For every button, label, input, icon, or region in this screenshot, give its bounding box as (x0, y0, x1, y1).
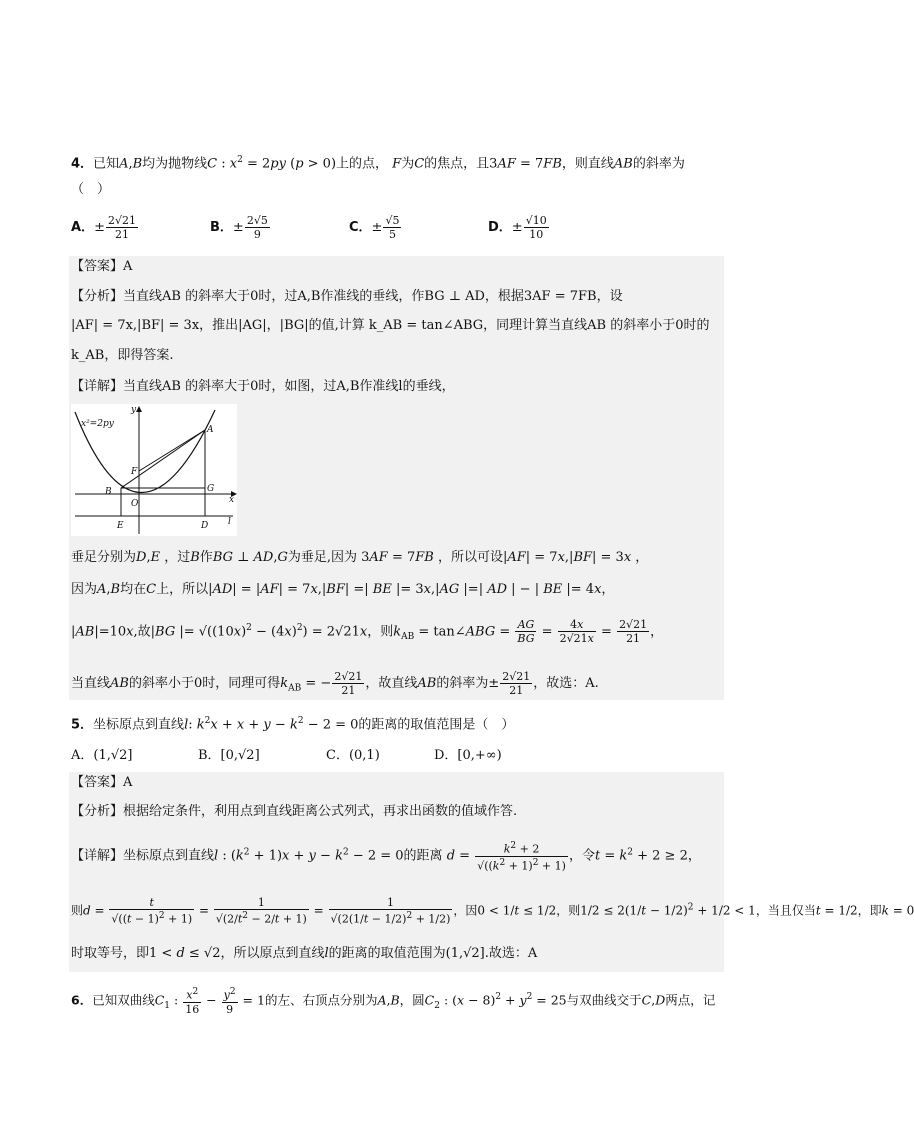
q5-option-b: B．[0,√2] (198, 748, 260, 763)
figure-label-f: F (131, 467, 138, 477)
parabola-figure (71, 404, 237, 536)
q5-stem: 5．坐标原点到直线l: $k^2x + x + y - k^2 - 2 = 0$的距离的取值范围是（ ） (71, 716, 515, 733)
q5-detail-3: 时取等号，即1 < d ≤ √2，所以原点到直线l的距离的取值范围为(1,√2].故选：A (71, 946, 538, 961)
q4-analysis-1: 【分析】当直线AB 的斜率大于0时，过A,B作准线的垂线，作BG ⊥ AD，根据3AF = 7FB，设 (71, 289, 623, 304)
figure-label-x: x (229, 495, 235, 505)
q4-stem: 4．已知A,B均为抛物线C : $x^2 = 2py$ (p > 0)上的点， F为C的焦点，且3AF = 7FB，则直线AB的斜率为 (71, 155, 685, 172)
figure-label-y: y (131, 405, 137, 415)
q4-detail-intro: 【详解】当直线AB 的斜率大于0时，如图，过A,B作准线l的垂线， (71, 379, 455, 394)
q6-stem: 6．已知双曲线$C_1$ : $\frac{x^2}{16}$ − $\frac{y^2}{9}$ = 1的左、右顶点分别为A,B，圆$C_2$ : $(x - 8)^2 + y^2 = 25$与双曲线交于C,D两点，记 (71, 987, 716, 1016)
q4-bracket: （ ） (71, 182, 111, 197)
q4-detail-1: 垂足分别为D,E ，过B作BG ⊥ AD,G为垂足,因为 3AF = 7FB ，所以可设|AF| = 7x,|BF| = 3x ， (71, 550, 649, 565)
figure-label-d: D (201, 521, 209, 531)
q5-detail-2: 则d = $\frac{t}{√((t - 1)^2 + 1)}$ = $\frac{1}{√(2/t^2 - 2/t + 1)}$ = $\frac{1}{√(2(1/t - 1/2)^2 + 1/2)}$ ，因0 < 1/t ≤ 1/2，则$1/2 \le 2(1/t - 1/2)^2 + 1/2 < 1$，当且仅当t = 1/2，即k = 0 (71, 896, 914, 926)
figure-label-l: l (228, 517, 231, 527)
q5-answer: 【答案】A (71, 775, 133, 790)
q5-analysis: 【分析】根据给定条件，利用点到直线距离公式列式，再求出函数的值域作答. (71, 804, 518, 819)
q5-option-c: C．(0,1) (326, 748, 380, 763)
figure-label-b: B (105, 487, 112, 497)
q4-option-c: C．± $\frac{√5}{5}$ (349, 214, 400, 241)
figure-label-g: G (207, 484, 215, 494)
q4-detail-2: 因为A,B均在C上，所以|AD| = |AF| = 7x,|BF| =| BE |= 3x,|AG |=| AD | − | BE |= 4x， (71, 582, 615, 597)
q5-option-a: A．(1,√2] (71, 748, 133, 763)
q4-option-b: B．± $\frac{2√5}{9}$ (210, 214, 268, 241)
q4-option-a: A．± $\frac{2√21}{21}$ (71, 214, 136, 241)
figure-label-a: A (207, 425, 214, 435)
q4-detail-3: |AB|=10x,故|BG |= $√((10x)^2 - (4x)^2) = 2√21x$，则$k_{AB}$ = tan∠ABG = $\frac{AG}{BG}$ = $\frac{4x}{2√21x}$ = $\frac{2√21}{21}$ ， (71, 618, 664, 646)
q4-analysis-3: k_AB，即得答案. (71, 348, 174, 363)
q5-option-d: D．[0,+∞) (434, 748, 502, 763)
q4-option-d: D．± $\frac{√10}{10}$ (488, 214, 547, 241)
q4-analysis-2: |AF| = 7x,|BF| = 3x，推出|AG|，|BG|的值,计算 k_AB = tan∠ABG，同理计算当直线AB 的斜率小于0时的 (71, 318, 710, 333)
figure-label-o: O (131, 499, 139, 509)
q5-detail-1: 【详解】坐标原点到直线l : $(k^2 + 1)x + y - k^2 - 2 = 0$的距离 d = $\frac{k^2 + 2}{√((k^2 + 1)^2 + 1)}$ ，令$t = k^2 + 2 \ge 2$， (71, 841, 701, 873)
figure-label-e: E (117, 521, 124, 531)
q4-detail-4: 当直线AB的斜率小于0时，同理可得$k_{AB}$ = − $\frac{2√21}{21}$ ，故直线AB的斜率为± $\frac{2√21}{21}$ ，故选：A. (71, 670, 599, 697)
figure-label-parabola: x²=2py (81, 419, 114, 429)
q4-answer: 【答案】A (71, 259, 133, 274)
